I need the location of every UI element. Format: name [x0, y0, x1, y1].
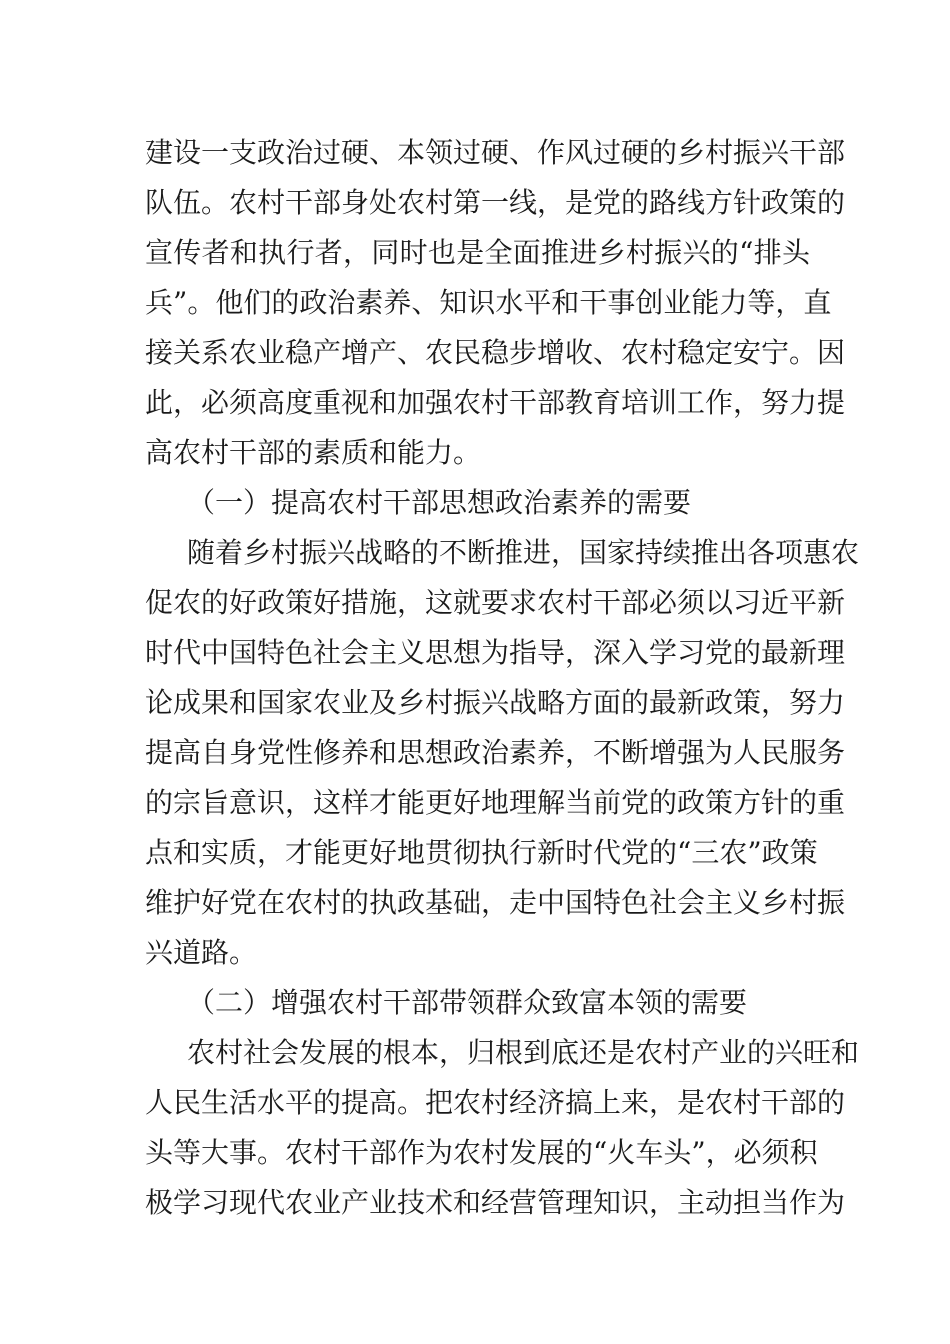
body-text-line: 头等大事。农村干部作为农村发展的“火车头”，必须积: [145, 1136, 818, 1169]
body-text-line: 接关系农业稳产增产、农民稳步增收、农村稳定安宁。因: [145, 336, 846, 369]
body-text-line: 随着乡村振兴战略的不断推进，国家持续推出各项惠农: [187, 536, 860, 569]
body-text-line: 促农的好政策好措施，这就要求农村干部必须以习近平新: [145, 586, 846, 619]
body-text-line: 队伍。农村干部身处农村第一线，是党的路线方针政策的: [145, 186, 846, 219]
section-heading: （一）提高农村干部思想政治素养的需要: [187, 486, 692, 519]
body-text-line: 极学习现代农业产业技术和经营管理知识，主动担当作为: [145, 1186, 846, 1219]
body-text-line: 兵”。他们的政治素养、知识水平和干事创业能力等，直: [145, 286, 832, 319]
body-text-line: 的宗旨意识，这样才能更好地理解当前党的政策方针的重: [145, 786, 846, 819]
body-text-line: 宣传者和执行者，同时也是全面推进乡村振兴的“排头: [145, 236, 810, 269]
body-text-line: 维护好党在农村的执政基础，走中国特色社会主义乡村振: [145, 886, 846, 919]
body-text-line: 建设一支政治过硬、本领过硬、作风过硬的乡村振兴干部: [145, 136, 846, 169]
body-text-line: 高农村干部的素质和能力。: [145, 436, 482, 469]
body-text-line: 此，必须高度重视和加强农村干部教育培训工作，努力提: [145, 386, 846, 419]
body-text-line: 论成果和国家农业及乡村振兴战略方面的最新政策，努力: [145, 686, 846, 719]
body-text-line: 点和实质，才能更好地贯彻执行新时代党的“三农”政策: [145, 836, 818, 869]
body-text-line: 兴道路。: [145, 936, 258, 969]
body-text-line: 提高自身党性修养和思想政治素养，不断增强为人民服务: [145, 736, 846, 769]
section-heading: （二）增强农村干部带领群众致富本领的需要: [187, 986, 748, 1019]
body-text-line: 农村社会发展的根本，归根到底还是农村产业的兴旺和: [187, 1036, 860, 1069]
body-text-line: 时代中国特色社会主义思想为指导，深入学习党的最新理: [145, 636, 846, 669]
body-text-line: 人民生活水平的提高。把农村经济搞上来，是农村干部的: [145, 1086, 846, 1119]
